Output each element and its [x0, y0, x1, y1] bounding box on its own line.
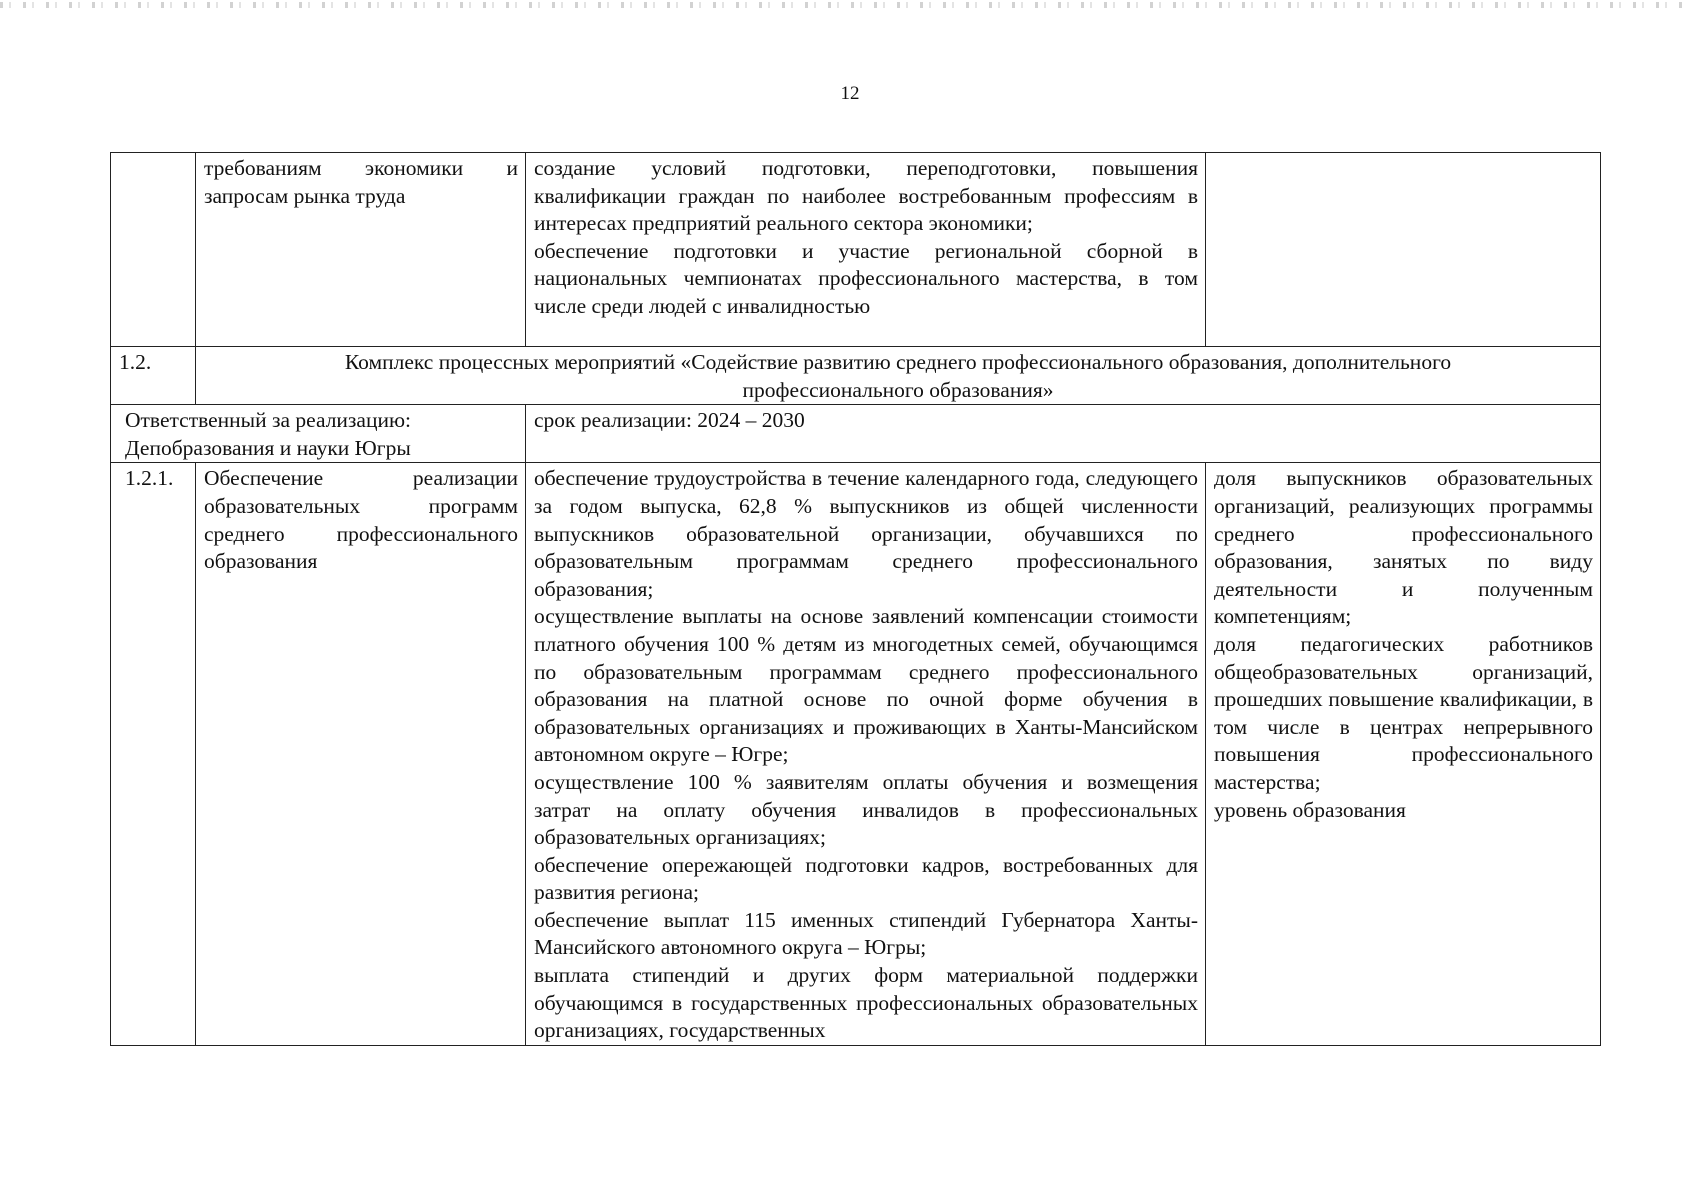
- table-row-item: [111, 463, 1601, 1045]
- task-item: обеспечение опережающей подготовки кадров, востребованных для развития региона;: [534, 852, 1198, 905]
- indicators-cell: [1206, 153, 1601, 347]
- page-number: 12: [840, 83, 860, 104]
- term-cell: срок реализации: 2024 – 2030: [526, 405, 1601, 463]
- indicator-item: доля педагогических работников общеобразовательных организаций, прошедших повышение квалификации, в том числе в центрах непрерывного повышения профессионального мастерства;: [1214, 631, 1593, 794]
- table-row-complex: [111, 347, 1601, 405]
- indicator-item: доля выпускников образовательных организаций, реализующих программы среднего профессионального образования, занятых по виду деятельности и полученным компетенциям;: [1214, 466, 1593, 629]
- responsible-value: Депобразования и науки Югры: [125, 435, 411, 460]
- tasks-cell: [526, 153, 1206, 347]
- task-item: осуществление выплаты на основе заявлений компенсации стоимости платного обучения 100 % детям из многодетных семей, обучающимся по образовательным программам среднего профессионального образования на платной основе по очной форме обучения в образовательных организациях и проживающих в Ханты-Мансийском автономном округе – Югре;: [534, 604, 1198, 767]
- tasks-cell: [526, 463, 1206, 1045]
- task-item: осуществление 100 % заявителям оплаты обучения и возмещения затрат на оплату обучения инвалидов в профессиональных образовательных организациях;: [534, 769, 1198, 850]
- complex-title-cell: Комплекс процессных мероприятий «Содействие развитию среднего профессионального образования, дополнительного профессионального образования»: [196, 347, 1601, 405]
- table-row-responsible: [111, 405, 1601, 463]
- task-item: обеспечение трудоустройства в течение календарного года, следующего за годом выпуска, 62,8 % выпускников из общей численности выпускников образовательной организации, обучавшихся по образовательным программам среднего профессионального образования;: [534, 466, 1198, 601]
- activity-name-cell: требованиям экономики и запросам рынка труда: [196, 153, 526, 347]
- task-item: выплата стипендий и других форм материальной поддержки обучающимся в государственных профессиональных образовательных организациях, государственных: [534, 963, 1198, 1043]
- indicators-cell: [1206, 463, 1601, 1045]
- task-item: создание условий подготовки, переподготовки, повышения квалификации граждан по наиболее востребованным профессиям в интересах предприятий реального сектора экономики;: [534, 156, 1198, 236]
- task-item: обеспечение выплат 115 именных стипендий Губернатора Ханты-Мансийского автономного округа – Югры;: [534, 907, 1198, 960]
- row-number-cell: 1.2.1.: [111, 463, 196, 1045]
- activity-name-cell: Обеспечение реализации образовательных программ среднего профессионального образования: [196, 463, 526, 1045]
- row-number-cell: 1.2.: [111, 347, 196, 405]
- row-number-cell: [111, 153, 196, 347]
- activities-table: [110, 152, 1601, 1046]
- table-row-continuation: [111, 153, 1601, 347]
- responsible-label: Ответственный за реализацию:: [125, 408, 412, 433]
- indicator-item: уровень образования: [1214, 797, 1406, 822]
- responsible-cell: [111, 405, 526, 463]
- scan-edge-noise: [0, 2, 1686, 8]
- task-item: обеспечение подготовки и участие региональной сборной в национальных чемпионатах профессионального мастерства, в том числе среди людей с инвалидностью: [534, 238, 1198, 318]
